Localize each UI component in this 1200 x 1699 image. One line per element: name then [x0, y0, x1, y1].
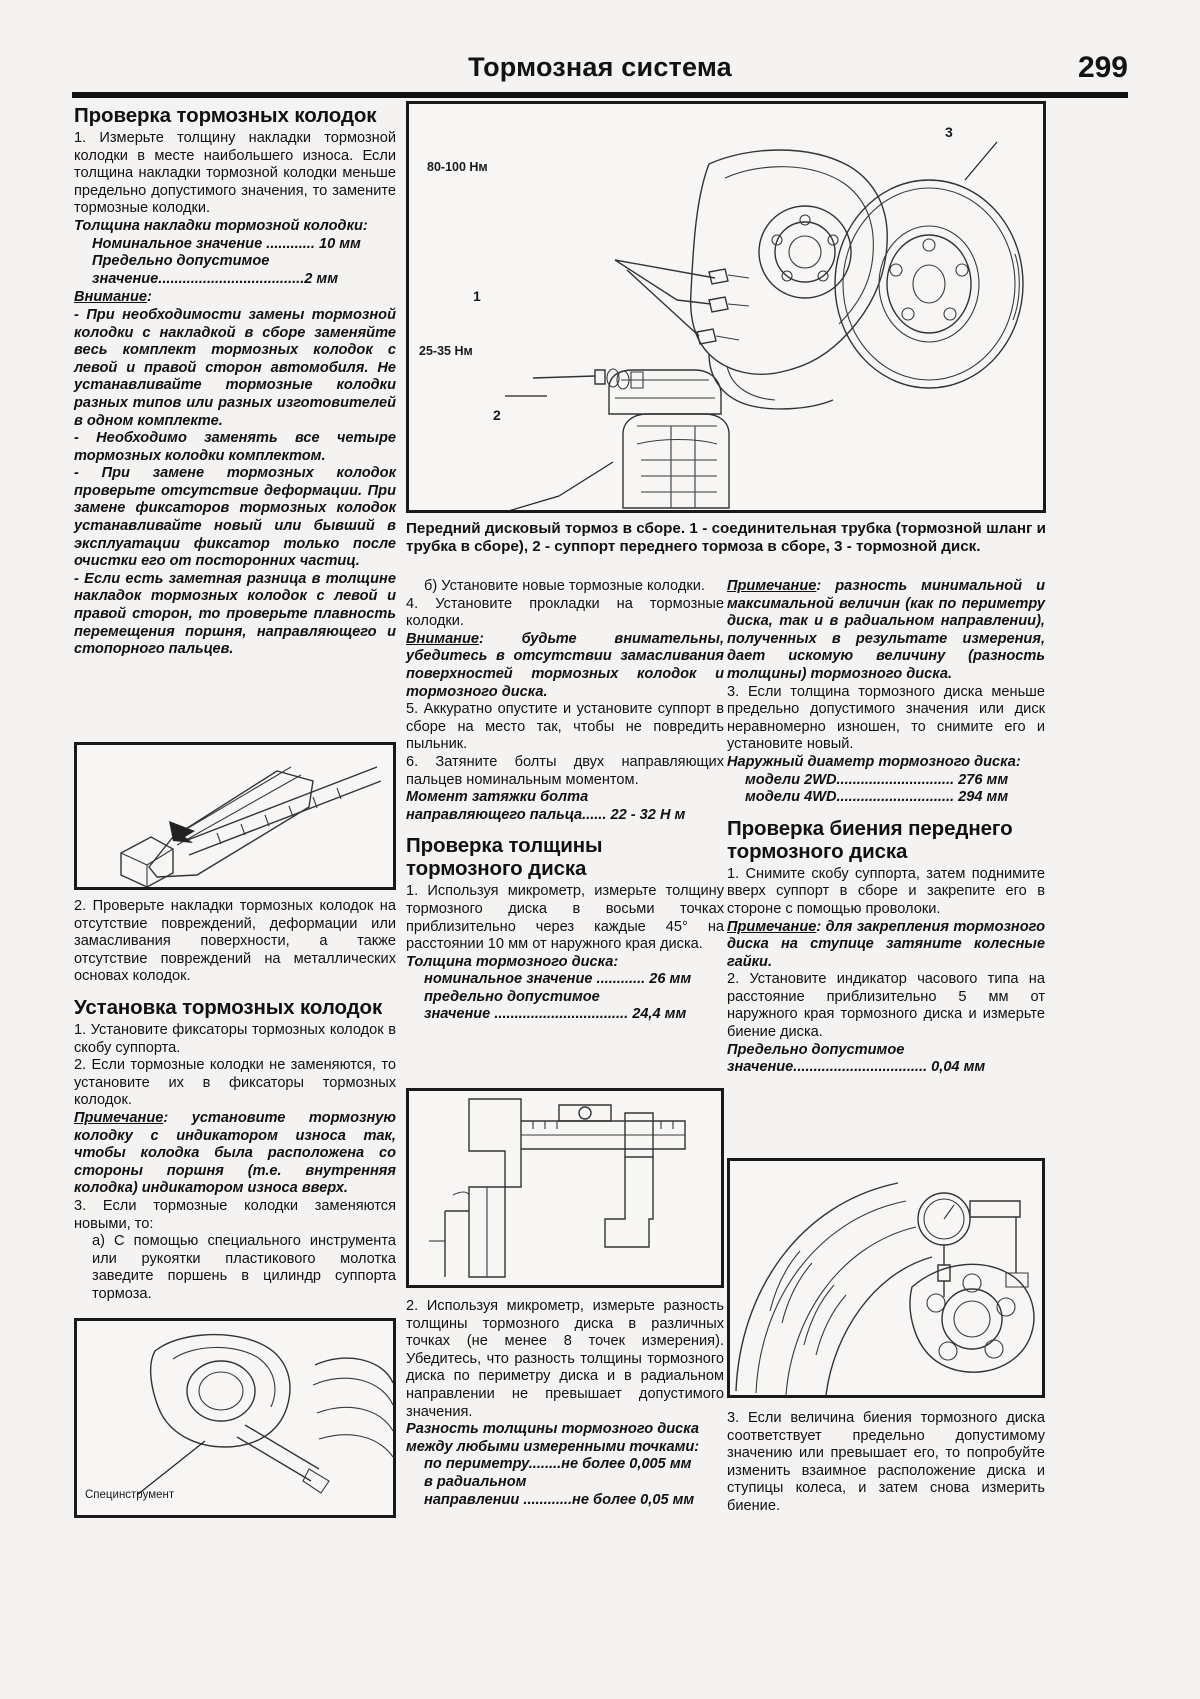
warning-label-mid: Внимание	[406, 630, 480, 647]
spec-disc-diameter-4wd: модели 4WD............................. 294 мм	[745, 789, 1009, 806]
warning-label: Внимание	[74, 289, 148, 306]
note-text-left: : установите тормозную колодку с индикатором износа так, чтобы колодка была расположена со стороны поршня (т.е. внутренняя колодка) индикатором износа вверх.	[74, 1109, 396, 1197]
heading-disc-thickness-check: Проверка толщины тормозного диска	[406, 834, 603, 881]
warning-item-3: - При замене тормозных колодок проверьте отсутствие деформации. При замене фиксаторов тормозных колодок устанавливайте новый или бывший в эксплуатации фиксатор только после очистки его от посторонних частиц.	[74, 465, 396, 570]
para-mid-5: 1. Используя микрометр, измерьте толщину тормозного диска в восьми точках приблизительно через каждые 45° на расстоянии 10 мм от наружного края диска.	[406, 883, 724, 953]
figure-special-tool	[74, 1318, 396, 1518]
front-brake-diagram	[409, 104, 1043, 510]
spec-runout-limit-label: Предельно допустимое	[727, 1041, 905, 1058]
figure-front-disc-brake-assembly	[406, 101, 1046, 513]
spec-thickness-diff-radial-label: в радиальном	[424, 1473, 527, 1490]
callout-2: 2	[493, 407, 501, 423]
para-right-1: 3. Если толщина тормозного диска меньше предельно допустимого значения или диск неравномерно изношен, то снимите его и установите новый.	[727, 683, 1045, 753]
note-label-right-1: Примечание	[727, 578, 817, 594]
heading-disc-runout-check: Проверка биения переднего тормозного диска	[727, 816, 1013, 863]
spec-disc-diameter-title: Наружный диаметр тормозного диска:	[727, 753, 1021, 770]
para-mid-6: 2. Используя микрометр, измерьте разность толщины тормозного диска в различных точках (не менее 8 точек измерения). Убедитесь, что разность толщины тормозного диска по периметру диска и в радиальном направлении не превышает допустимого значения.	[406, 1298, 724, 1420]
spec-disc-diameter-2wd: модели 2WD............................. 276 мм	[745, 771, 1009, 788]
middle-column-part2	[406, 1298, 724, 1509]
para-mid-1: б) Установите новые тормозные колодки.	[424, 578, 705, 594]
warning-item-2: - Необходимо заменять все четыре тормозных колодки комплектом.	[74, 430, 396, 464]
spec-pad-thickness-title: Толщина накладки тормозной колодки:	[74, 217, 368, 234]
para-mid-4: 6. Затяните болты двух направляющих пальцев номинальным моментом.	[406, 753, 724, 788]
note-text-right-1: : разность минимальной и максимальной величин (как по периметру диска, так и в радиальном направлении), полученных в результате измерения, дает искомую величину (разность толщины) тормозного диска.	[727, 578, 1045, 682]
brake-disc	[835, 180, 1023, 388]
left-column	[74, 104, 396, 659]
torque-label-bottom: 25-35 Нм	[419, 344, 473, 358]
note-label-right-2: Примечание	[727, 918, 817, 935]
warning-item-1: - При необходимости замены тормозной колодки с накладкой в сборе заменяйте весь комплект тормозных колодок с левой и правой сторон автомобиля. Не устанавливайте тормозные колодки разных типов или разных изготовителей в одном комплекте.	[74, 306, 396, 429]
figure-micrometer-measurement	[406, 1088, 724, 1288]
para-right-4: 3. Если величина биения тормозного диска соответствует предельно допустимому значению или превышает его, то попробуйте изменить взаимное расположение диска и ступицы колеса, и затем снова измерить биение.	[727, 1410, 1045, 1514]
figure-caption: Передний дисковый тормоз в сборе. 1 - соединительная трубка (тормозной шланг и трубка в сборе), 2 - суппорт переднего тормоза в сборе, 3 - тормозной диск.	[406, 520, 1046, 556]
pad-measure-diagram	[77, 745, 393, 887]
spec-thickness-diff-radial-value: направлении ............не более 0,05 мм	[424, 1491, 695, 1508]
heading-brake-pad-check: Проверка тормозных колодок	[74, 104, 377, 127]
para-left-4: 2. Если тормозные колодки не заменяются, то установите их в фиксаторы тормозных колодок.	[74, 1057, 396, 1109]
heading-pad-installation: Установка тормозных колодок	[74, 995, 383, 1019]
page-title: Тормозная система	[468, 52, 732, 82]
page-header	[72, 52, 1128, 98]
para-left-6: а) С помощью специального инструмента или рукоятки пластикового молотка заведите поршень в цилиндр суппорта тормоза.	[92, 1233, 396, 1302]
para-left-2: 2. Проверьте накладки тормозных колодок на отсутствие повреждений, деформации или замасливания поверхности, а также отсутствие повреждений на металлических основах колодок.	[74, 898, 396, 985]
warning-colon: :	[147, 289, 152, 306]
spec-disc-nominal: номинальное значение ............ 26 мм	[424, 971, 692, 988]
micrometer-diagram	[409, 1091, 721, 1285]
spec-disc-thickness-title: Толщина тормозного диска:	[406, 953, 619, 970]
para-mid-2: 4. Установите прокладки на тормозные колодки.	[406, 595, 724, 630]
warning-item-4: - Если есть заметная разница в толщине накладок тормозных колодок с левой и правой сторон, то проверьте плавность перемещения поршня, направляющего и стопорного пальцев.	[74, 570, 396, 658]
bolt-group-top	[615, 260, 749, 344]
spec-pad-limit-label: Предельно допустимое	[92, 253, 270, 270]
middle-column	[406, 578, 724, 1024]
right-column	[727, 578, 1045, 1077]
figure-dial-indicator	[727, 1158, 1045, 1398]
figure-pad-measurement	[74, 742, 396, 890]
para-left-5: 3. Если тормозные колодки заменяются новыми, то:	[74, 1197, 396, 1232]
right-column-part2	[727, 1410, 1045, 1516]
header-divider	[72, 92, 1128, 98]
special-tool-diagram	[77, 1321, 393, 1515]
spec-pad-nominal: Номинальное значение ............ 10 мм	[92, 235, 361, 252]
para-left-3: 1. Установите фиксаторы тормозных колодок в скобу суппорта.	[74, 1021, 396, 1056]
spec-guide-bolt-title: Момент затяжки болта	[406, 789, 589, 806]
connector-tube	[533, 369, 643, 389]
warning-text-mid: : будьте внимательны, убедитесь в отсутствии замасливания поверхностей тормозных колодок и тормозного диска.	[406, 630, 724, 700]
spec-disc-limit-label: предельно допустимое	[424, 988, 600, 1005]
spec-runout-limit-value: значение................................. 0,04 мм	[727, 1059, 986, 1076]
dial-indicator-diagram	[730, 1161, 1042, 1395]
spec-pad-limit-value: значение....................................2 мм	[92, 270, 339, 287]
callout-3: 3	[945, 124, 953, 140]
label-special-tool: Специнструмент	[85, 1489, 175, 1501]
para-left-1: 1. Измерьте толщину накладки тормозной колодки в месте наибольшего износа. Если толщина накладки тормозной колодки меньше предельно допустимого значения, то замените тормозные колодки.	[74, 130, 396, 217]
note-text-right-2: : для закрепления тормозного диска на ступице затяните колесные гайки.	[727, 918, 1045, 970]
page-number: 299	[1077, 51, 1128, 84]
left-column-part2	[74, 898, 396, 1303]
torque-label-top: 80-100 Нм	[427, 160, 488, 174]
callout-1: 1	[473, 288, 481, 304]
para-right-3: 2. Установите индикатор часового типа на расстояние приблизительно 5 мм от наружного края тормозного диска и измерьте биение диска.	[727, 971, 1045, 1041]
spec-guide-bolt-value: направляющего пальца...... 22 - 32 Н м	[406, 806, 686, 823]
para-right-2: 1. Снимите скобу суппорта, затем поднимите вверх суппорт в сборе и закрепите его в стороне с помощью проволоки.	[727, 865, 1045, 917]
spec-thickness-diff-perimeter: по периметру........не более 0,005 мм	[424, 1456, 692, 1473]
note-label-left: Примечание	[74, 1109, 164, 1126]
spec-disc-limit-value: значение ................................. 24,4 мм	[424, 1006, 687, 1023]
para-mid-3: 5. Аккуратно опустите и установите суппорт в сборе на место так, чтобы не повредить пыльник.	[406, 701, 724, 753]
spec-thickness-diff-title: Разность толщины тормозного диска между любыми измеренными точками:	[406, 1421, 700, 1455]
